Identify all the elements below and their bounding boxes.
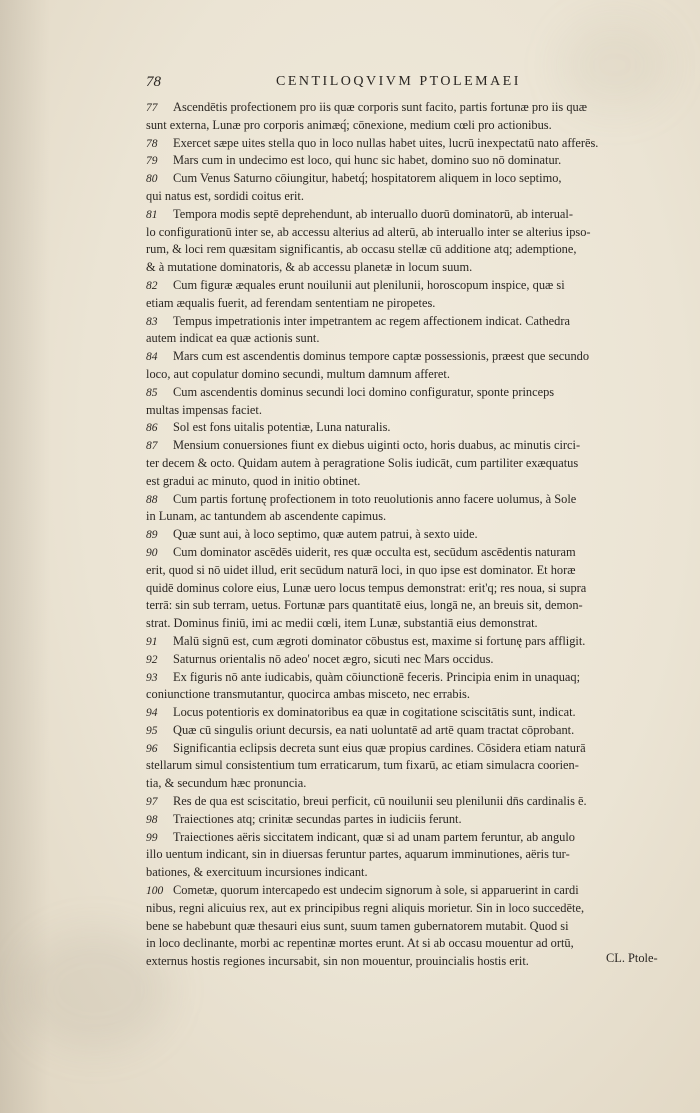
- line-text: Cometæ, quorum intercapedo est undecim signorum à sole, si apparuerint in cardi: [173, 883, 579, 898]
- continuation-line: [146, 508, 682, 526]
- aphorism-line: [146, 829, 682, 847]
- catchword: CL. Ptole-: [606, 951, 658, 965]
- continuation-line: [146, 366, 682, 384]
- line-text: strat. Dominus finiū, imi ac medii cœli, item Lunæ, substantiā eius demonstrat.: [146, 616, 538, 631]
- continuation-line: [146, 473, 682, 491]
- line-text: multas impensas faciet.: [146, 402, 262, 417]
- aphorism-number: 100: [146, 885, 164, 898]
- line-text: nibus, regni alicuius rex, aut ex principibus regni aliquis morietur. Sin in loco succedēte,: [146, 900, 585, 915]
- line-text: erit, quod si nō uidet illud, erit secūdum naturā loci, in quo ipse est dominator. Et horæ: [146, 562, 576, 577]
- continuation-line: [146, 562, 682, 580]
- line-text: Saturnus orientalis nō adeo' nocet ægro, sicuti nec Mars occidus.: [173, 651, 494, 666]
- continuation-line: [146, 935, 682, 953]
- line-text: Exercet sæpe uites stella quo in loco nullas habet uites, lucrū inexpectatū nato afferēs.: [173, 135, 599, 150]
- page-header: [146, 74, 682, 96]
- line-text: Res de qua est sciscitatio, breui perficit, cū nouilunii seu plenilunii dn̄s cardinalis ē.: [173, 794, 587, 809]
- continuation-line: [146, 686, 682, 704]
- running-head: CENTILOQVIVM PTOLEMAEI: [276, 74, 521, 89]
- line-text: ter decem & octo. Quidam autem à peragratione Solis iudicāt, cum partiliter exæquatus: [146, 455, 579, 470]
- text-block: [146, 99, 682, 971]
- aphorism-number: 89: [146, 529, 158, 542]
- continuation-line: [146, 455, 682, 473]
- aphorism-number: 81: [146, 208, 158, 221]
- aphorism-number: 82: [146, 279, 158, 292]
- aphorism-number: 96: [146, 742, 158, 755]
- aphorism-line: [146, 437, 682, 455]
- aphorism-line: [146, 135, 682, 153]
- line-text: tia, & secundum hæc pronuncia.: [146, 776, 307, 791]
- aphorism-line: [146, 526, 682, 544]
- line-text: sunt externa, Lunæ pro corporis animæq́; cōnexione, medium cœli pro actionibus.: [146, 117, 552, 132]
- aphorism-line: [146, 811, 682, 829]
- continuation-line: [146, 846, 682, 864]
- continuation-line: [146, 775, 682, 793]
- aphorism-line: [146, 419, 682, 437]
- line-text: Mars cum in undecimo est loco, qui hunc sic habet, domino suo nō dominatur.: [173, 153, 562, 168]
- line-text: Traiectiones atq; crinitæ secundas partes in iudiciis ferunt.: [173, 811, 462, 826]
- aphorism-number: 94: [146, 707, 158, 720]
- continuation-line: [146, 900, 682, 918]
- continuation-line: [146, 597, 682, 615]
- line-text: illo uentum indicant, sin in diuersas feruntur partes, aquarum imminutiones, aëris tur-: [146, 847, 570, 862]
- line-text: Mars cum est ascendentis dominus tempore captæ possessionis, præest que secundo: [173, 349, 590, 364]
- aphorism-number: 91: [146, 635, 158, 648]
- continuation-line: [146, 259, 682, 277]
- line-text: bene se habebunt quæ thesauri eius sunt, suum tamen gubernatorem mutabit. Quod si: [146, 918, 569, 933]
- aphorism-number: 80: [146, 173, 158, 186]
- aphorism-line: [146, 793, 682, 811]
- aphorism-number: 99: [146, 831, 158, 844]
- aphorism-line: [146, 277, 682, 295]
- line-text: Sol est fons uitalis potentiæ, Luna naturalis.: [173, 420, 391, 435]
- aphorism-number: 83: [146, 315, 158, 328]
- line-text: Cum partis fortunę profectionem in toto reuolutionis anno facere uolumus, à Sole: [173, 491, 577, 506]
- aphorism-line: [146, 313, 682, 331]
- line-text: rum, & loci rem quæsitam significantis, ab occasu stellæ cū additione atq; ademptione,: [146, 242, 577, 257]
- aphorism-line: [146, 722, 682, 740]
- line-text: terrā: sin sub terram, uetus. Fortunæ pars quantitatē eius, longā ne, an breuis sit, demon-: [146, 598, 583, 613]
- aphorism-number: 93: [146, 671, 158, 684]
- aphorism-line: [146, 544, 682, 562]
- aphorism-line: [146, 170, 682, 188]
- line-text: loco, aut copulatur domino secundi, multum damnum afferet.: [146, 366, 450, 381]
- line-text: Significantia eclipsis decreta sunt eius quæ propius cardines. Cōsidera etiam naturā: [173, 740, 586, 755]
- continuation-line: [146, 402, 682, 420]
- line-text: Quæ sunt aui, à loco septimo, quæ autem patrui, à sexto uide.: [173, 527, 478, 542]
- aphorism-number: 85: [146, 386, 158, 399]
- line-text: Cum figuræ æquales erunt nouilunii aut plenilunii, horoscopum inspice, quæ si: [173, 277, 565, 292]
- line-text: Malū signū est, cum ægroti dominator cōbustus est, maxime si fortunę pars affligit.: [173, 633, 586, 648]
- line-text: lo configurationū inter se, ab accessu alterius ad alterū, ab interuallo inter se alterius ipso-: [146, 224, 591, 239]
- aphorism-number: 78: [146, 137, 158, 150]
- line-text: coniunctione transmutantur, quocirca ambas misceto, nec errabis.: [146, 687, 470, 702]
- aphorism-line: [146, 384, 682, 402]
- aphorism-number: 77: [146, 102, 158, 114]
- line-text: Ascendētis profectionem pro iis quæ corporis sunt facito, partis fortunæ pro iis quæ: [173, 100, 587, 114]
- aphorism-line: [146, 669, 682, 687]
- aphorism-line: [146, 152, 682, 170]
- line-text: stellarum simul consistentium tum erraticarum, tum fixarū, ac etiam simulacra coorien-: [146, 758, 579, 773]
- line-text: in Lunam, ac tantundem ab ascendente capimus.: [146, 509, 387, 524]
- aphorism-number: 98: [146, 813, 158, 826]
- continuation-line: [146, 953, 682, 971]
- line-text: & à mutatione dominatoris, & ab accessu planetæ in locum suum.: [146, 260, 473, 275]
- line-text: Traiectiones aëris siccitatem indicant, quæ si ad unam partem feruntur, ab angulo: [173, 829, 575, 844]
- continuation-line: [146, 580, 682, 598]
- line-text: externus hostis regiones incursabit, sin non mouentur, prouincialis hostis erit.: [146, 954, 529, 969]
- continuation-line: [146, 117, 682, 135]
- aphorism-line: [146, 348, 682, 366]
- aphorism-line: [146, 882, 682, 900]
- line-text: Cum ascendentis dominus secundi loci domino configuratur, sponte princeps: [173, 384, 555, 399]
- line-text: quidē dominus colore eius, Lunæ uero locus tempus demonstrat: erit'q; res noua, si supra: [146, 580, 587, 595]
- continuation-line: [146, 224, 682, 242]
- aphorism-number: 97: [146, 796, 158, 809]
- line-text: Quæ cū singulis oriunt decursis, ea nati uoluntatē ad artē quam tractat cōprobant.: [173, 722, 575, 737]
- aphorism-line: [146, 99, 682, 117]
- page-stain: [560, 20, 670, 110]
- line-text: Tempus impetrationis inter impetrantem ac regem affectionem indicat. Cathedra: [173, 313, 570, 328]
- line-text: Cum dominator ascēdēs uiderit, res quæ occulta est, secūdum ascēdentis naturam: [173, 544, 576, 559]
- continuation-line: [146, 295, 682, 313]
- aphorism-number: 87: [146, 440, 158, 453]
- line-text: Ex figuris nō ante iudicabis, quàm cōiunctionē feceris. Principia enim in unaquaq;: [173, 669, 581, 684]
- line-text: autem indicat ea quæ actionis sunt.: [146, 331, 320, 346]
- line-text: etiam æqualis fuerit, ad ferendam sententiam ne piropetes.: [146, 295, 436, 310]
- continuation-line: [146, 330, 682, 348]
- continuation-line: [146, 241, 682, 259]
- continuation-line: [146, 757, 682, 775]
- continuation-line: [146, 864, 682, 882]
- aphorism-line: [146, 633, 682, 651]
- line-text: in loco declinante, morbi ac repentinæ mortes erunt. At si ab occasu mouentur ad ortū,: [146, 936, 574, 951]
- gutter-shadow: [0, 0, 50, 1113]
- aphorism-number: 92: [146, 653, 158, 666]
- line-text: qui natus est, sordidi coitus erit.: [146, 188, 304, 203]
- aphorism-number: 90: [146, 546, 158, 559]
- line-text: Locus potentioris ex dominatoribus ea quæ in cogitatione sciscitātis sunt, indicat.: [173, 705, 576, 720]
- continuation-line: [146, 918, 682, 936]
- aphorism-number: 88: [146, 493, 158, 506]
- line-text: Cum Venus Saturno cōiungitur, habetq́; hospitatorem aliquem in loco septimo,: [173, 171, 562, 186]
- line-text: Mensium conuersiones fiunt ex diebus uiginti octo, horis duabus, ac minutis circi-: [173, 438, 581, 453]
- aphorism-line: [146, 651, 682, 669]
- aphorism-number: 86: [146, 422, 158, 435]
- continuation-line: [146, 615, 682, 633]
- aphorism-line: [146, 491, 682, 509]
- aphorism-number: 79: [146, 155, 158, 168]
- line-text: bationes, & exercituum incursiones indicant.: [146, 865, 368, 880]
- folio-number: 78: [146, 74, 161, 90]
- line-text: Tempora modis septē deprehendunt, ab interuallo duorū dominatorū, ab interual-: [173, 206, 573, 221]
- aphorism-line: [146, 206, 682, 224]
- line-text: est gradui ac minuto, quod in initio obtinet.: [146, 473, 361, 488]
- aphorism-number: 84: [146, 351, 158, 364]
- aphorism-number: 95: [146, 724, 158, 737]
- aphorism-line: [146, 740, 682, 758]
- continuation-line: [146, 188, 682, 206]
- aphorism-line: [146, 704, 682, 722]
